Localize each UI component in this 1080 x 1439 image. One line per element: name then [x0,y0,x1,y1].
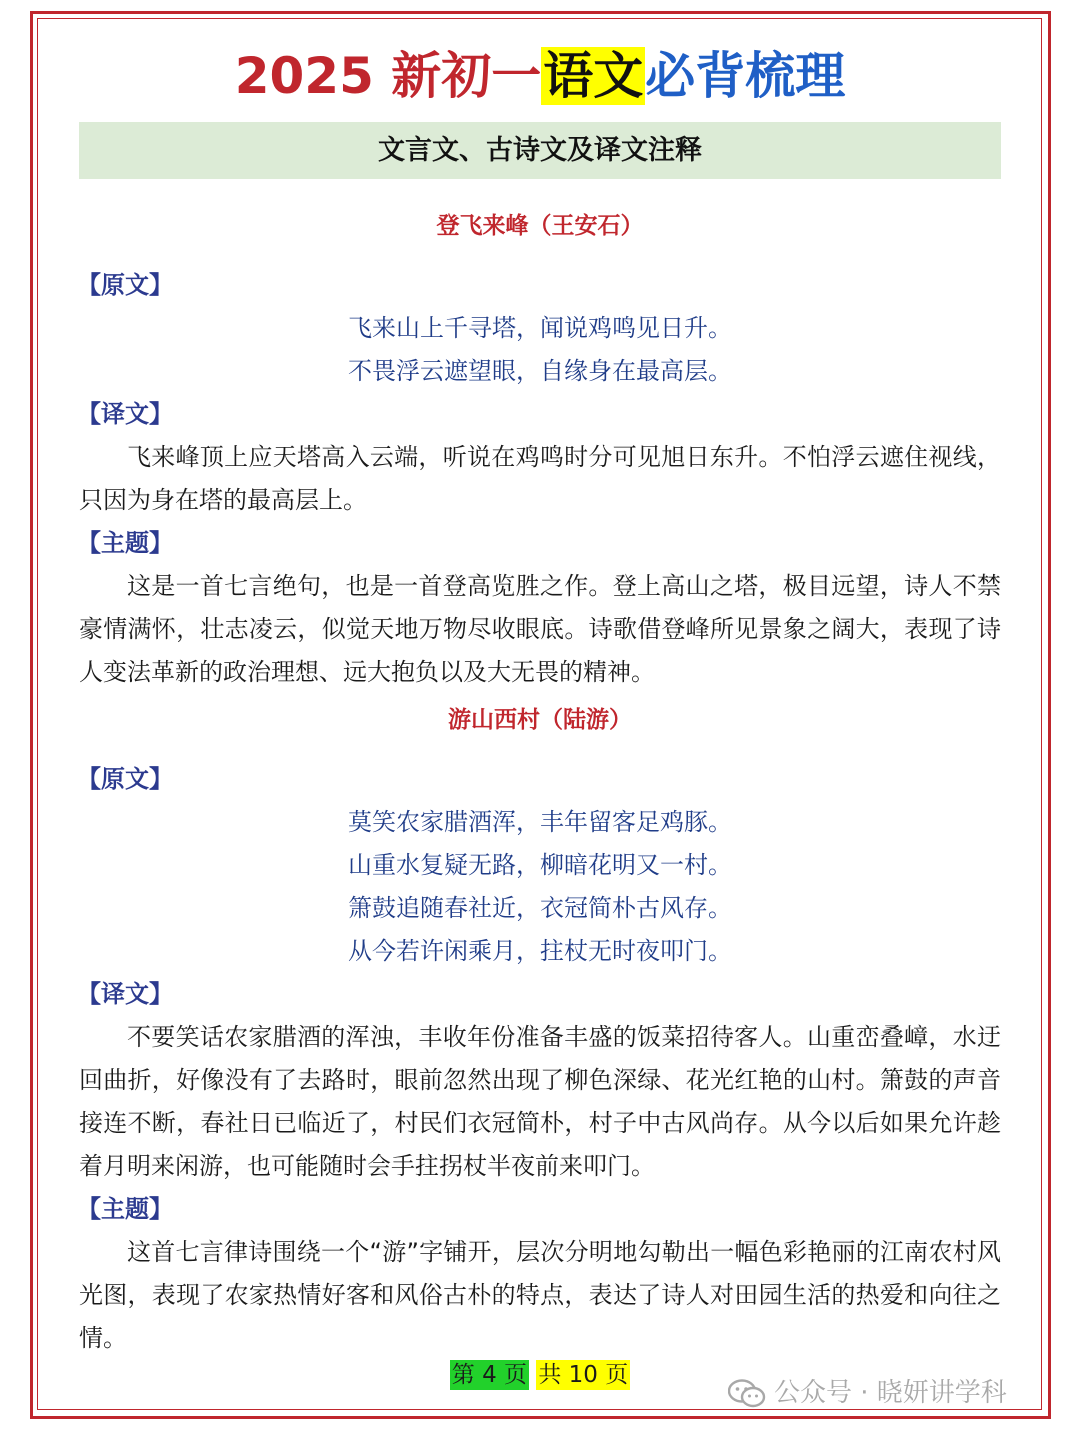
verse-line: 飞来山上千寻塔，闻说鸡鸣见日升。 [348,314,732,342]
verse-line: 不畏浮云遮望眼，自缘身在最高层。 [348,357,732,385]
page-total: 共 10 页 [538,1362,629,1388]
title-part2: 必背梳理 [645,47,846,105]
theme-label: 【主题】 [77,1195,173,1223]
watermark [728,1375,1007,1411]
poem-section-1 [79,200,1001,694]
watermark-text: 公众号 · 晓妍讲学科 [774,1378,1007,1408]
translation-label: 【译文】 [77,400,173,428]
poem-title: 游山西村（陆游） [448,707,632,733]
original-label: 【原文】 [77,271,173,299]
page-current: 第 4 页 [451,1362,528,1388]
poem-section-2 [79,694,1001,1360]
poem-title: 登飞来峰（王安石） [436,213,644,239]
translation-text: 飞来峰顶上应天塔高入云端，听说在鸡鸣时分可见旭日东升。不怕浮云遮住视线，只因为身在塔的最高层上。 [79,443,1001,514]
theme-text: 这是一首七言绝句，也是一首登高览胜之作。登上高山之塔，极目远望，诗人不禁豪情满怀，壮志凌云，似觉天地万物尽收眼底。诗歌借登峰所见景象之阔大，表现了诗人变法革新的政治理想、远大抱负以及大无畏的精神。 [79,572,1001,686]
title-part1: 2025 新初一 [234,47,542,105]
original-label: 【原文】 [77,765,173,793]
translation-label: 【译文】 [77,980,173,1008]
subtitle-bar: 文言文、古诗文及译文注释 [79,122,1001,179]
verse-line: 山重水复疑无路，柳暗花明又一村。 [348,851,732,879]
wechat-icon [728,1378,774,1408]
translation-text: 不要笑话农家腊酒的浑浊，丰收年份准备丰盛的饭菜招待客人。山重峦叠嶂，水迂回曲折，好像没有了去路时，眼前忽然出现了柳色深绿、花光红艳的山村。箫鼓的声音接连不断，春社日已临近了，村民们衣冠简朴，村子中古风尚存。从今以后如果允许趁着月明来闲游，也可能随时会手拄拐杖半夜前来叩门。 [79,1023,1001,1180]
page-title [0,28,1080,124]
verse-line: 莫笑农家腊酒浑，丰年留客足鸡豚。 [348,808,732,836]
title-highlight: 语文 [543,47,644,105]
theme-label: 【主题】 [77,529,173,557]
content [79,200,1001,1360]
verse-line: 从今若许闲乘月，拄杖无时夜叩门。 [348,937,732,965]
theme-text: 这首七言律诗围绕一个“游”字铺开，层次分明地勾勒出一幅色彩艳丽的江南农村风光图，表现了农家热情好客和风俗古朴的特点，表达了诗人对田园生活的热爱和向往之情。 [79,1238,1001,1352]
verse-line: 箫鼓追随春社近，衣冠简朴古风存。 [348,894,732,922]
